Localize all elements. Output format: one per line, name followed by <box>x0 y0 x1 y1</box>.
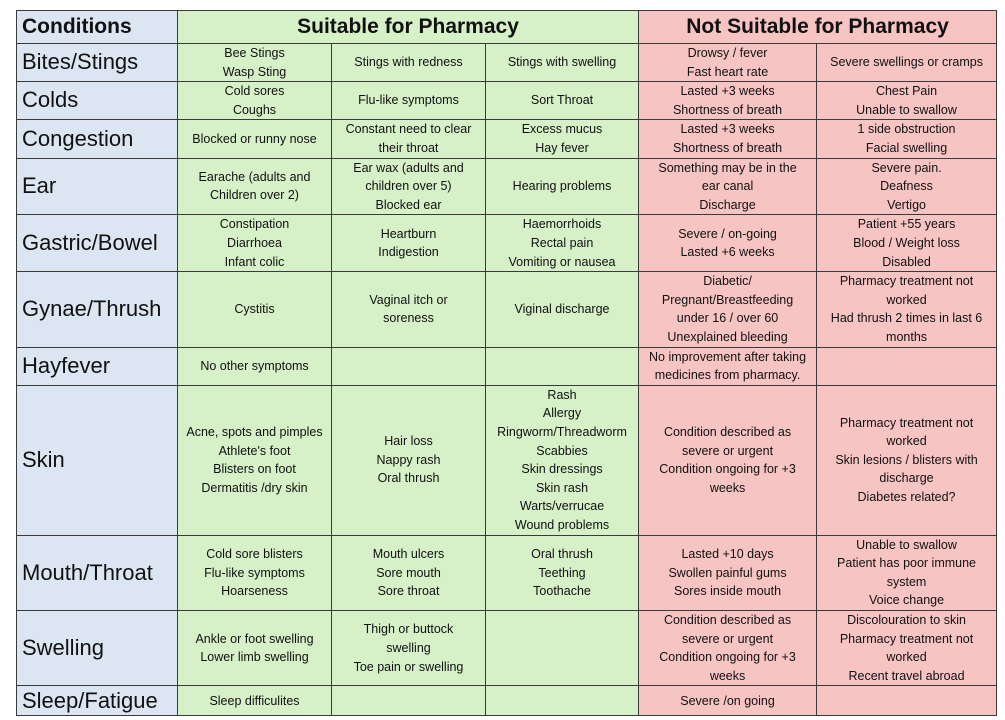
suitable-cell-2: Ear wax (adults and children over 5) Blocked ear <box>332 158 486 215</box>
table-row <box>17 120 997 158</box>
not-suitable-cell-1: Something may be in the ear canal Discharge <box>639 158 817 215</box>
not-suitable-cell-1: Condition described as severe or urgent Condition ongoing for +3 weeks <box>639 611 817 686</box>
suitable-cell-1: Ankle or foot swelling Lower limb swelling <box>178 611 332 686</box>
condition-cell: Bites/Stings <box>17 44 178 82</box>
suitable-cell-3 <box>486 686 639 716</box>
table-row <box>17 44 997 82</box>
condition-cell: Ear <box>17 158 178 215</box>
suitable-cell-1: Sleep difficulites <box>178 686 332 716</box>
not-suitable-cell-2: 1 side obstruction Facial swelling <box>817 120 997 158</box>
not-suitable-cell-1: Drowsy / fever Fast heart rate <box>639 44 817 82</box>
suitable-cell-1: Blocked or runny nose <box>178 120 332 158</box>
suitable-cell-3: Hearing problems <box>486 158 639 215</box>
not-suitable-cell-2: Patient +55 years Blood / Weight loss Disabled <box>817 215 997 272</box>
table-row <box>17 82 997 120</box>
not-suitable-cell-1: Lasted +3 weeks Shortness of breath <box>639 82 817 120</box>
suitable-cell-2: Vaginal itch or soreness <box>332 272 486 347</box>
table-row <box>17 272 997 347</box>
condition-cell: Gynae/Thrush <box>17 272 178 347</box>
not-suitable-cell-1: No improvement after taking medicines from pharmacy. <box>639 347 817 385</box>
suitable-cell-3: Sort Throat <box>486 82 639 120</box>
suitable-cell-1: No other symptoms <box>178 347 332 385</box>
suitable-cell-3: Oral thrush Teething Toothache <box>486 535 639 610</box>
not-suitable-cell-2: Pharmacy treatment not worked Had thrush 2 times in last 6 months <box>817 272 997 347</box>
table-row <box>17 158 997 215</box>
suitable-cell-1: Bee Stings Wasp Sting <box>178 44 332 82</box>
suitable-cell-3 <box>486 611 639 686</box>
suitable-cell-2: Heartburn Indigestion <box>332 215 486 272</box>
condition-cell: Sleep/Fatigue <box>17 686 178 716</box>
not-suitable-cell-1: Lasted +10 days Swollen painful gums Sores inside mouth <box>639 535 817 610</box>
not-suitable-cell-2: Severe pain. Deafness Vertigo <box>817 158 997 215</box>
suitable-cell-2 <box>332 347 486 385</box>
condition-cell: Mouth/Throat <box>17 535 178 610</box>
suitable-cell-3: Rash Allergy Ringworm/Threadworm Scabbies Skin dressings Skin rash Warts/verrucae Wound problems <box>486 385 639 535</box>
suitable-cell-3: Haemorrhoids Rectal pain Vomiting or nausea <box>486 215 639 272</box>
table-row <box>17 385 997 535</box>
suitable-cell-2: Constant need to clear their throat <box>332 120 486 158</box>
suitable-header: Suitable for Pharmacy <box>178 11 639 44</box>
suitable-cell-2: Flu-like symptoms <box>332 82 486 120</box>
suitable-cell-1: Constipation Diarrhoea Infant colic <box>178 215 332 272</box>
suitable-cell-3 <box>486 347 639 385</box>
suitable-cell-2: Mouth ulcers Sore mouth Sore throat <box>332 535 486 610</box>
not-suitable-cell-2 <box>817 347 997 385</box>
suitable-cell-2 <box>332 686 486 716</box>
not-suitable-header: Not Suitable for Pharmacy <box>639 11 997 44</box>
not-suitable-cell-1: Severe / on-going Lasted +6 weeks <box>639 215 817 272</box>
table-row <box>17 215 997 272</box>
suitable-cell-2: Hair loss Nappy rash Oral thrush <box>332 385 486 535</box>
not-suitable-cell-2: Discolouration to skin Pharmacy treatment not worked Recent travel abroad <box>817 611 997 686</box>
table-row <box>17 611 997 686</box>
not-suitable-cell-2: Chest Pain Unable to swallow <box>817 82 997 120</box>
not-suitable-cell-1: Condition described as severe or urgent Condition ongoing for +3 weeks <box>639 385 817 535</box>
suitable-cell-1: Acne, spots and pimples Athlete's foot Blisters on foot Dermatitis /dry skin <box>178 385 332 535</box>
suitable-cell-2: Thigh or buttock swelling Toe pain or swelling <box>332 611 486 686</box>
suitable-cell-1: Cold sore blisters Flu-like symptoms Hoarseness <box>178 535 332 610</box>
condition-cell: Gastric/Bowel <box>17 215 178 272</box>
suitable-cell-3: Excess mucus Hay fever <box>486 120 639 158</box>
not-suitable-cell-2: Pharmacy treatment not worked Skin lesions / blisters with discharge Diabetes related? <box>817 385 997 535</box>
pharmacy-conditions-table <box>16 10 997 716</box>
condition-cell: Swelling <box>17 611 178 686</box>
conditions-header: Conditions <box>17 11 178 44</box>
header-row <box>17 11 997 44</box>
condition-cell: Skin <box>17 385 178 535</box>
suitable-cell-1: Earache (adults and Children over 2) <box>178 158 332 215</box>
suitable-cell-3: Viginal discharge <box>486 272 639 347</box>
not-suitable-cell-2: Severe swellings or cramps <box>817 44 997 82</box>
condition-cell: Colds <box>17 82 178 120</box>
not-suitable-cell-1: Severe /on going <box>639 686 817 716</box>
suitable-cell-3: Stings with swelling <box>486 44 639 82</box>
table-row <box>17 347 997 385</box>
not-suitable-cell-1: Diabetic/ Pregnant/Breastfeeding under 16 / over 60 Unexplained bleeding <box>639 272 817 347</box>
not-suitable-cell-2 <box>817 686 997 716</box>
table-row <box>17 535 997 610</box>
not-suitable-cell-2: Unable to swallow Patient has poor immune system Voice change <box>817 535 997 610</box>
condition-cell: Congestion <box>17 120 178 158</box>
table-body <box>17 44 997 716</box>
suitable-cell-2: Stings with redness <box>332 44 486 82</box>
suitable-cell-1: Cystitis <box>178 272 332 347</box>
table-row <box>17 686 997 716</box>
condition-cell: Hayfever <box>17 347 178 385</box>
not-suitable-cell-1: Lasted +3 weeks Shortness of breath <box>639 120 817 158</box>
suitable-cell-1: Cold sores Coughs <box>178 82 332 120</box>
